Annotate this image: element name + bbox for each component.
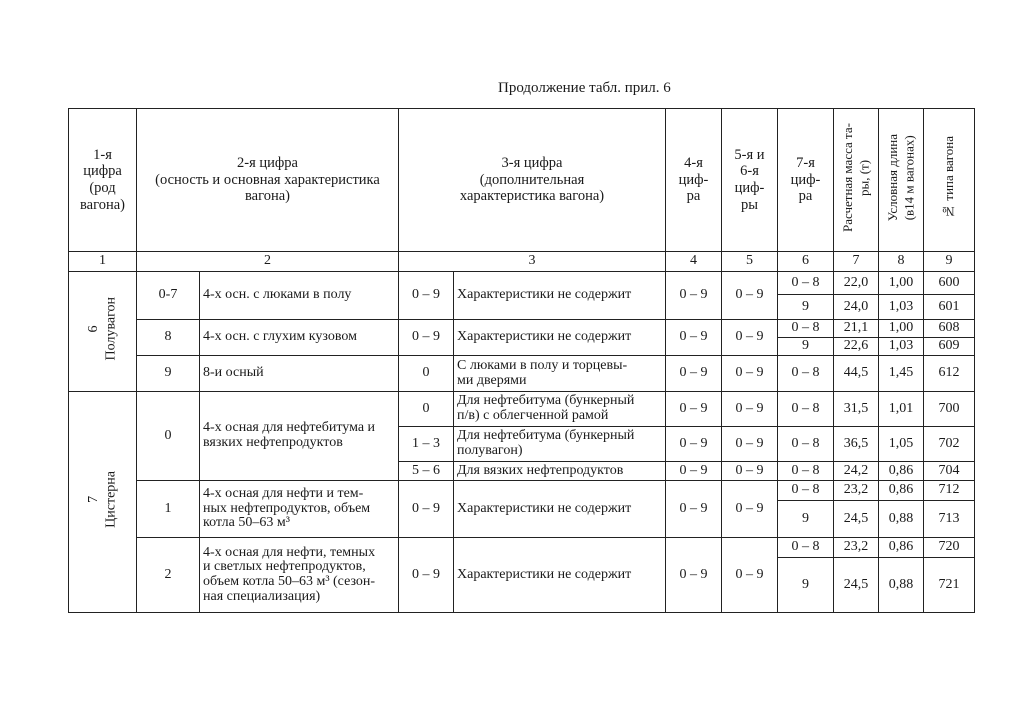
table-row: 9 24,0 1,03 601 (69, 295, 975, 320)
table-row: 9 24,5 0,88 713 (69, 501, 975, 538)
group-gondola: 6 Полувагон (69, 272, 137, 392)
table-row: 9 8-и осный 0 С люками в полу и торцевы- ми дверями 0 – 9 0 – 9 0 – 8 44,5 1,45 612 (69, 356, 975, 392)
header-type-no: № типа вагона (924, 109, 975, 252)
table-row: 5 – 6 Для вязких нефтепродуктов 0 – 9 0 – 9 0 – 8 24,2 0,86 704 (69, 462, 975, 481)
table-row: 1 – 3 Для нефтебитума (бункерный полувагон) 0 – 9 0 – 9 0 – 8 36,5 1,05 702 (69, 427, 975, 462)
header-digit3: 3-я цифра (дополнительная характеристика вагона) (399, 109, 666, 252)
table-row: 7 Цистерна 0 4-х осная для нефтебитума и вязких нефтепродуктов 0 Для нефтебитума (бункерный п/в) с облегченной рамой 0 – 9 0 – 9 0 – 8 31,5 1,01 700 (69, 392, 975, 427)
column-number-row: 1 2 3 4 5 6 7 8 9 (69, 252, 975, 272)
table-row: 9 24,5 0,88 721 (69, 558, 975, 613)
header-digit7: 7-я циф- ра (778, 109, 834, 252)
table-row: 9 22,6 1,03 609 (69, 338, 975, 356)
table-row: 8 4-х осн. с глухим кузовом 0 – 9 Характеристики не содержит 0 – 9 0 – 9 0 – 8 21,1 1,00 608 (69, 320, 975, 338)
header-digit1: 1-я цифра (род вагона) (69, 109, 137, 252)
table-row: 2 4-х осная для нефти, темных и светлых нефтепродуктов, объем котла 50–63 м³ (сезон- ная специализация) 0 – 9 Характеристики не содержит 0 – 9 0 – 9 0 – 8 23,2 0,86 720 (69, 538, 975, 558)
header-digit56: 5-я и 6-я циф- ры (722, 109, 778, 252)
group-tank: 7 Цистерна (69, 392, 137, 613)
table-row: 6 Полувагон 0-7 4-х осн. с люками в полу 0 – 9 Характеристики не содержит 0 – 9 0 – 9 0 – 8 22,0 1,00 600 (69, 272, 975, 295)
header-tare-mass: Расчетная масса та- ры, (т) (834, 109, 879, 252)
table-caption: Продолжение табл. прил. 6 (498, 80, 671, 96)
header-digit4: 4-я циф- ра (666, 109, 722, 252)
header-row (69, 109, 975, 252)
table-row: 1 4-х осная для нефти и тем- ных нефтепродуктов, объем котла 50–63 м³ 0 – 9 Характеристики не содержит 0 – 9 0 – 9 0 – 8 23,2 0,86 712 (69, 481, 975, 501)
header-digit2: 2-я цифра (осность и основная характеристика вагона) (137, 109, 399, 252)
header-conv-length: Условная длина (в14 м вагонах) (879, 109, 924, 252)
wagon-code-table (68, 108, 975, 613)
